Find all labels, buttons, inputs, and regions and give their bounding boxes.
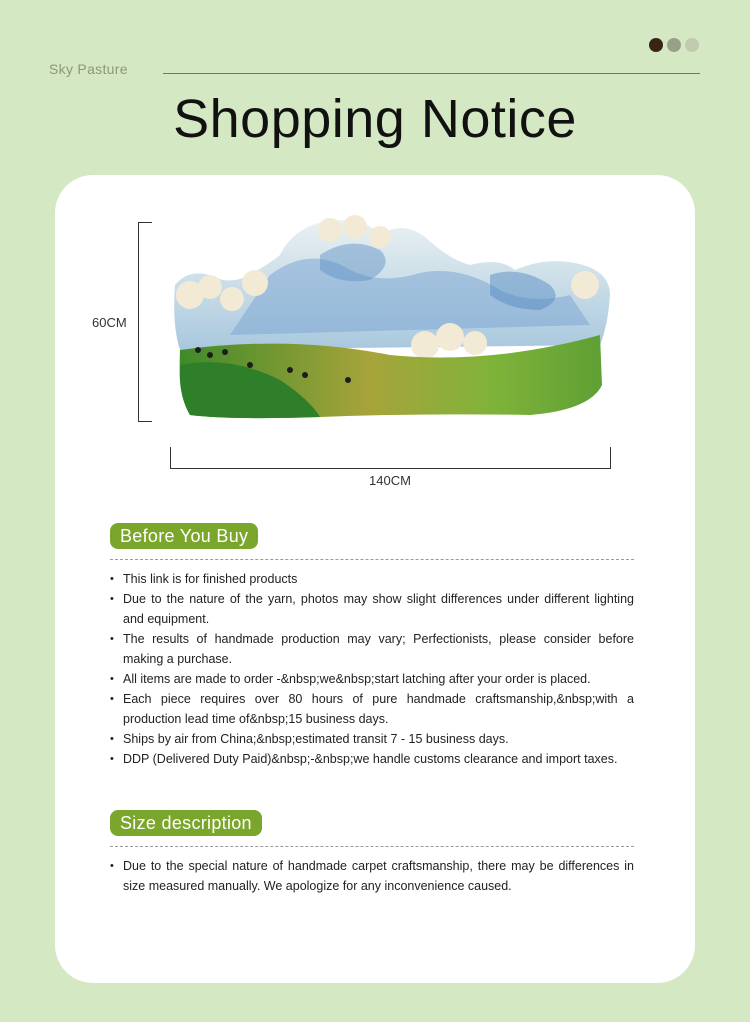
page-dots (649, 38, 699, 52)
dot-mid (667, 38, 681, 52)
rug-landscape-image (170, 215, 615, 427)
header-divider (163, 73, 700, 74)
width-dimension-line (170, 447, 611, 469)
list-item: • Each piece requires over 80 hours of pure handmade craftsmanship,&nbsp;with a production lead time of&nbsp;15 business days. (110, 689, 634, 729)
brand-label: Sky Pasture (49, 61, 128, 77)
notice-card (55, 175, 695, 983)
list-item: • Ships by air from China;&nbsp;estimated transit 7 - 15 business days. (110, 729, 634, 749)
before-you-buy-heading: Before You Buy (110, 523, 258, 549)
size-description-heading: Size description (110, 810, 262, 836)
list-item: • Due to the special nature of handmade carpet craftsmanship, there may be differences in size measured manually. We apologize for any inconvenience caused. (110, 856, 634, 896)
list-item: • Due to the nature of the yarn, photos may show slight differences under different lighting and equipment. (110, 589, 634, 629)
size-description-list (110, 856, 634, 896)
section-divider (110, 846, 634, 847)
dot-light (685, 38, 699, 52)
section-divider (110, 559, 634, 560)
page-title: Shopping Notice (173, 89, 577, 149)
height-dimension-line (138, 222, 152, 422)
width-label: 140CM (369, 473, 411, 488)
list-item: • The results of handmade production may vary; Perfectionists, please consider before making a purchase. (110, 629, 634, 669)
before-you-buy-list (110, 569, 634, 769)
dot-dark (649, 38, 663, 52)
list-item: • DDP (Delivered Duty Paid)&nbsp;-&nbsp;we handle customs clearance and import taxes. (110, 749, 634, 769)
height-label: 60CM (92, 315, 127, 330)
list-item: • This link is for finished products (110, 569, 634, 589)
list-item: • All items are made to order -&nbsp;we&nbsp;start latching after your order is placed. (110, 669, 634, 689)
